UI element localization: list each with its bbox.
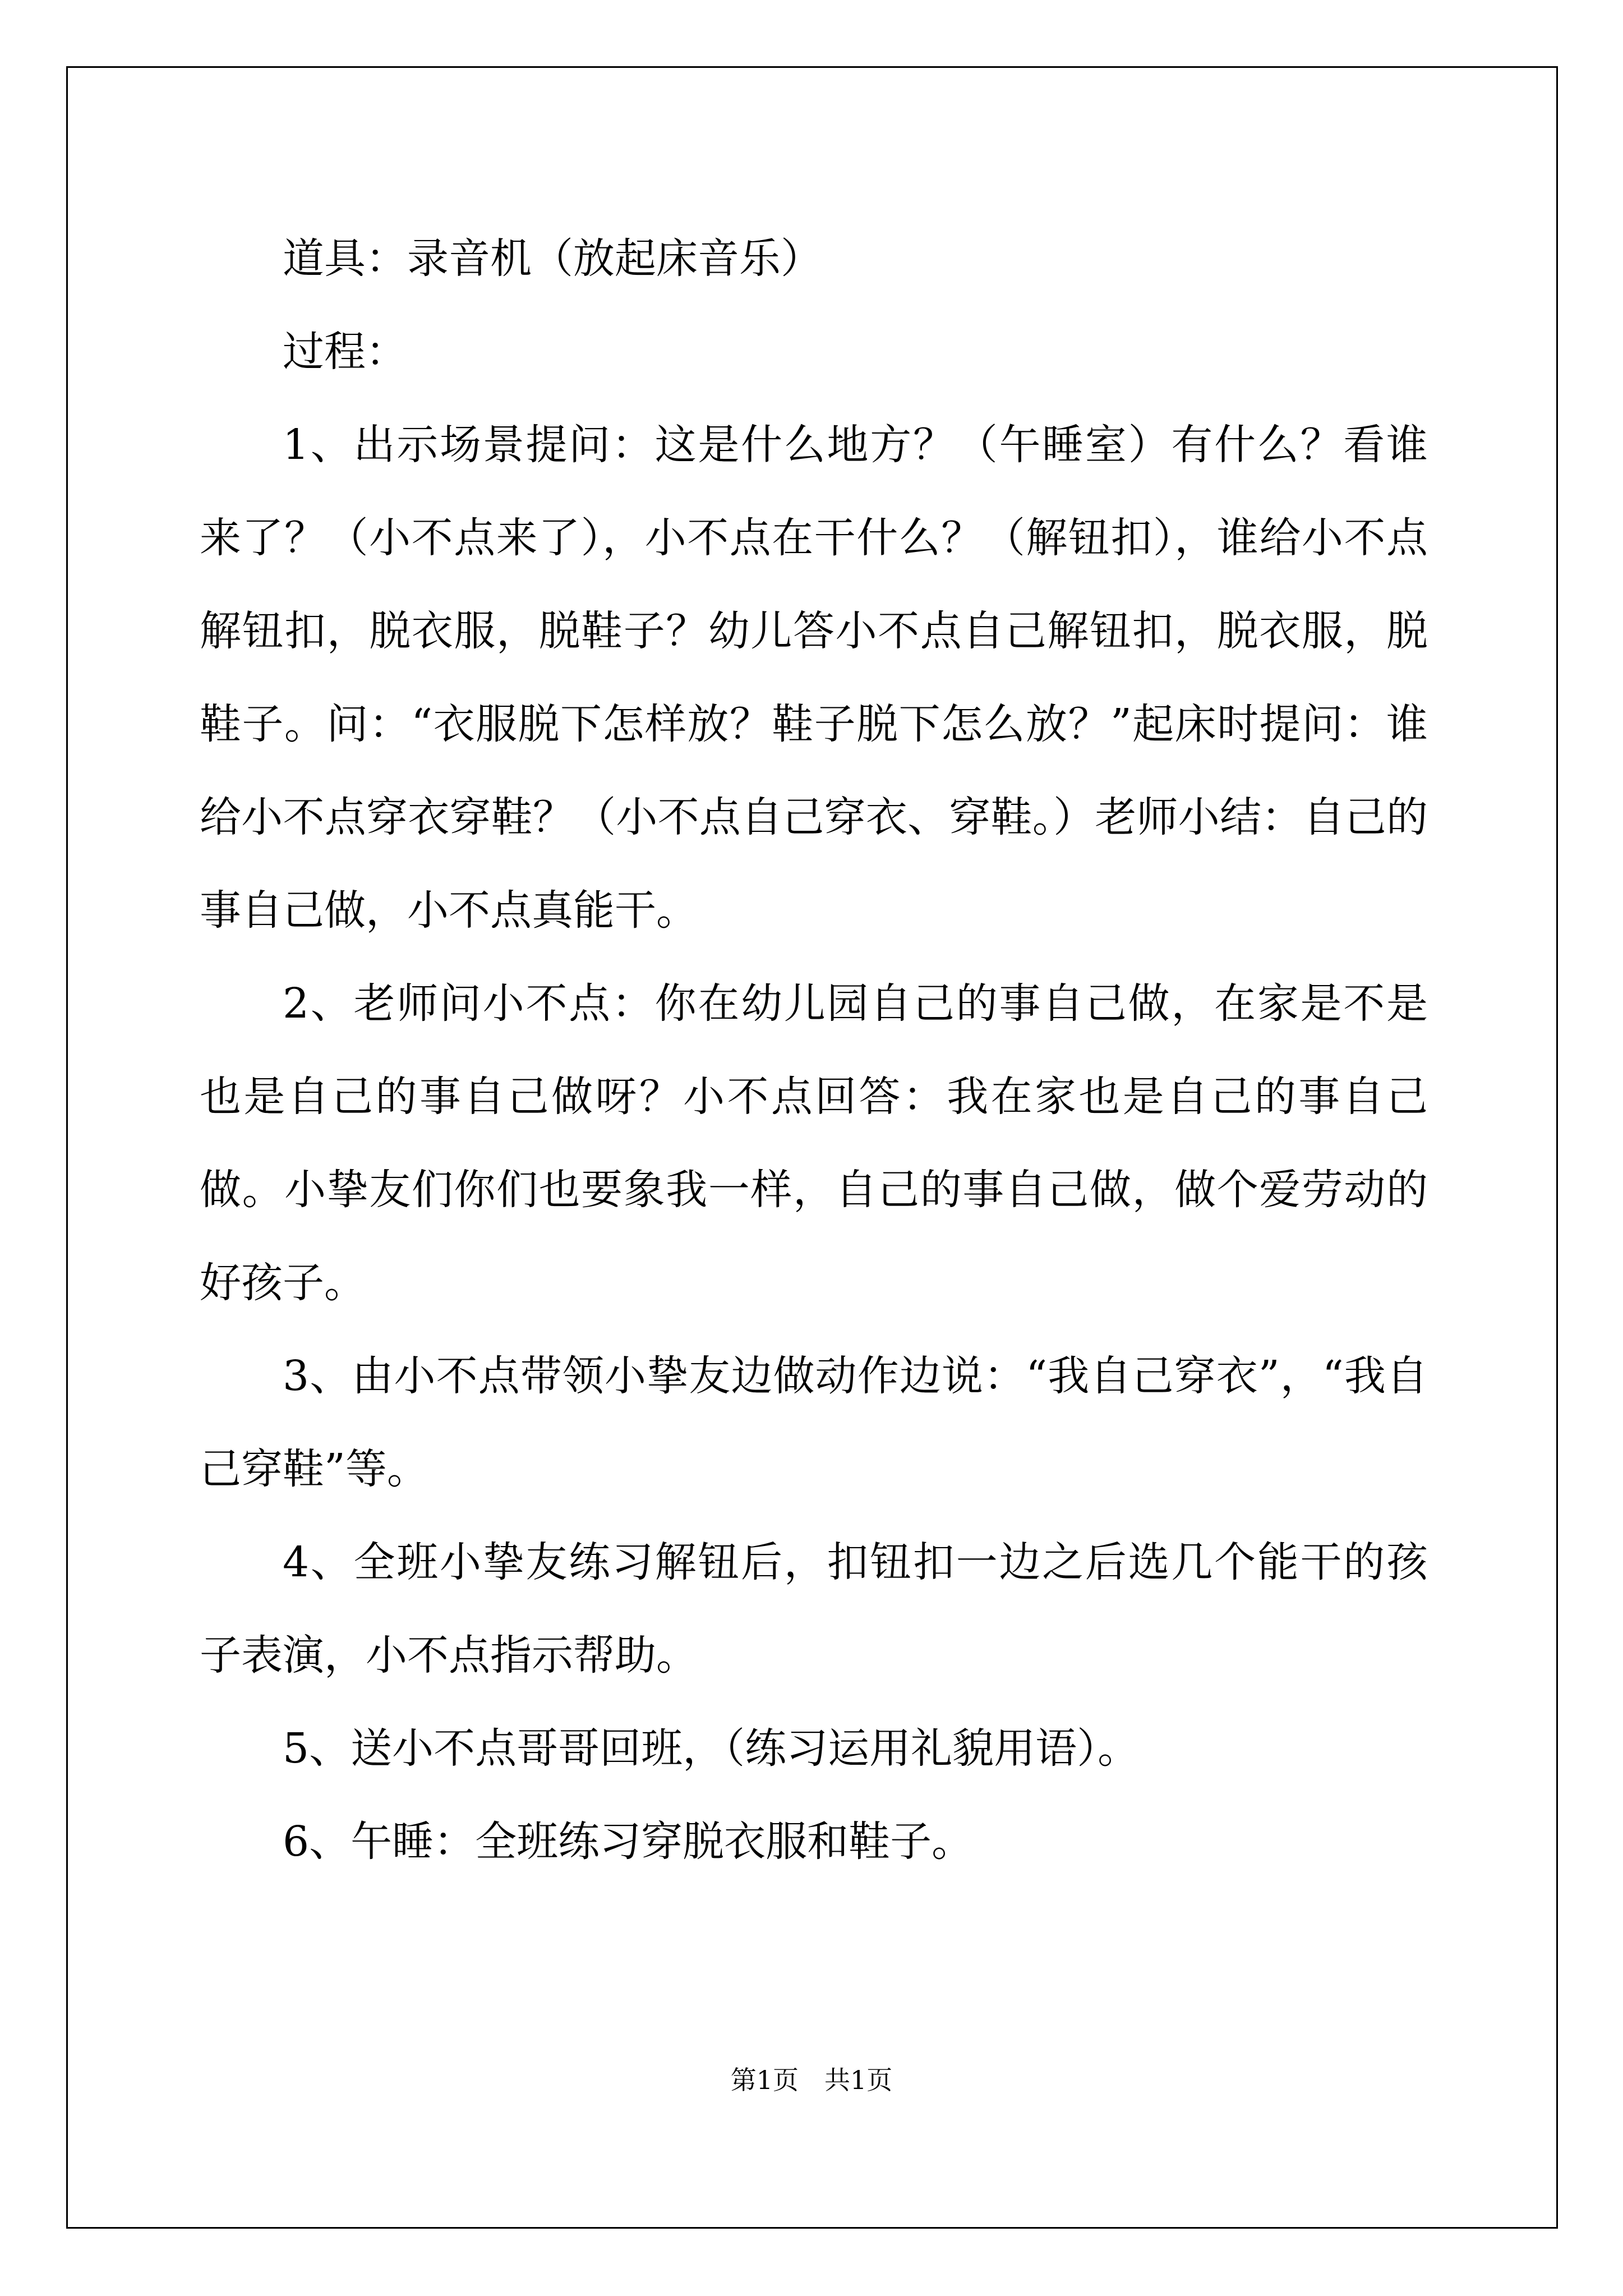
page-total: 共1页 xyxy=(824,2065,893,2095)
page-number: 第1页 xyxy=(730,2065,799,2095)
paragraph-process-heading: 过程： xyxy=(283,328,407,376)
paragraph-step-5: 5、送小不点哥哥回班，（练习运用礼貌用语）。 xyxy=(283,1724,1140,1773)
paragraph-props: 道具：录音机（放起床音乐） xyxy=(283,234,822,283)
paragraph-step-4: 4、全班小挚友练习解钮后，扣钮扣一边之后选几个能干的孩子表演，小不点指示帮助。 xyxy=(200,1538,1428,1680)
paragraph-step-2: 2、老师问小不点：你在幼儿园自己的事自己做，在家是不是也是自己的事自己做呀？小不点回答：我在家也是自己的事自己做。小挚友们你们也要象我一样，自己的事自己做，做个爱劳动的好孩子。 xyxy=(200,979,1428,1307)
paragraph-step-1: 1、出示场景提问：这是什么地方？（午睡室）有什么？看谁来了？（小不点来了），小不点在干什么？（解钮扣），谁给小不点解钮扣，脱衣服，脱鞋子？幼儿答小不点自己解钮扣，脱衣服，脱鞋子。问：“衣服脱下怎样放？鞋子脱下怎么放？”起床时提问：谁给小不点穿衣穿鞋？（小不点自己穿衣、穿鞋。）老师小结：自己的事自己做，小不点真能干。 xyxy=(200,421,1428,935)
paragraph-step-3: 3、由小不点带领小挚友边做动作边说：“我自己穿衣”，“我自己穿鞋”等。 xyxy=(200,1352,1428,1493)
document-body xyxy=(200,212,1428,1888)
paragraph-step-6: 6、午睡：全班练习穿脱衣服和鞋子。 xyxy=(283,1818,974,1866)
page-footer xyxy=(0,2063,1623,2097)
